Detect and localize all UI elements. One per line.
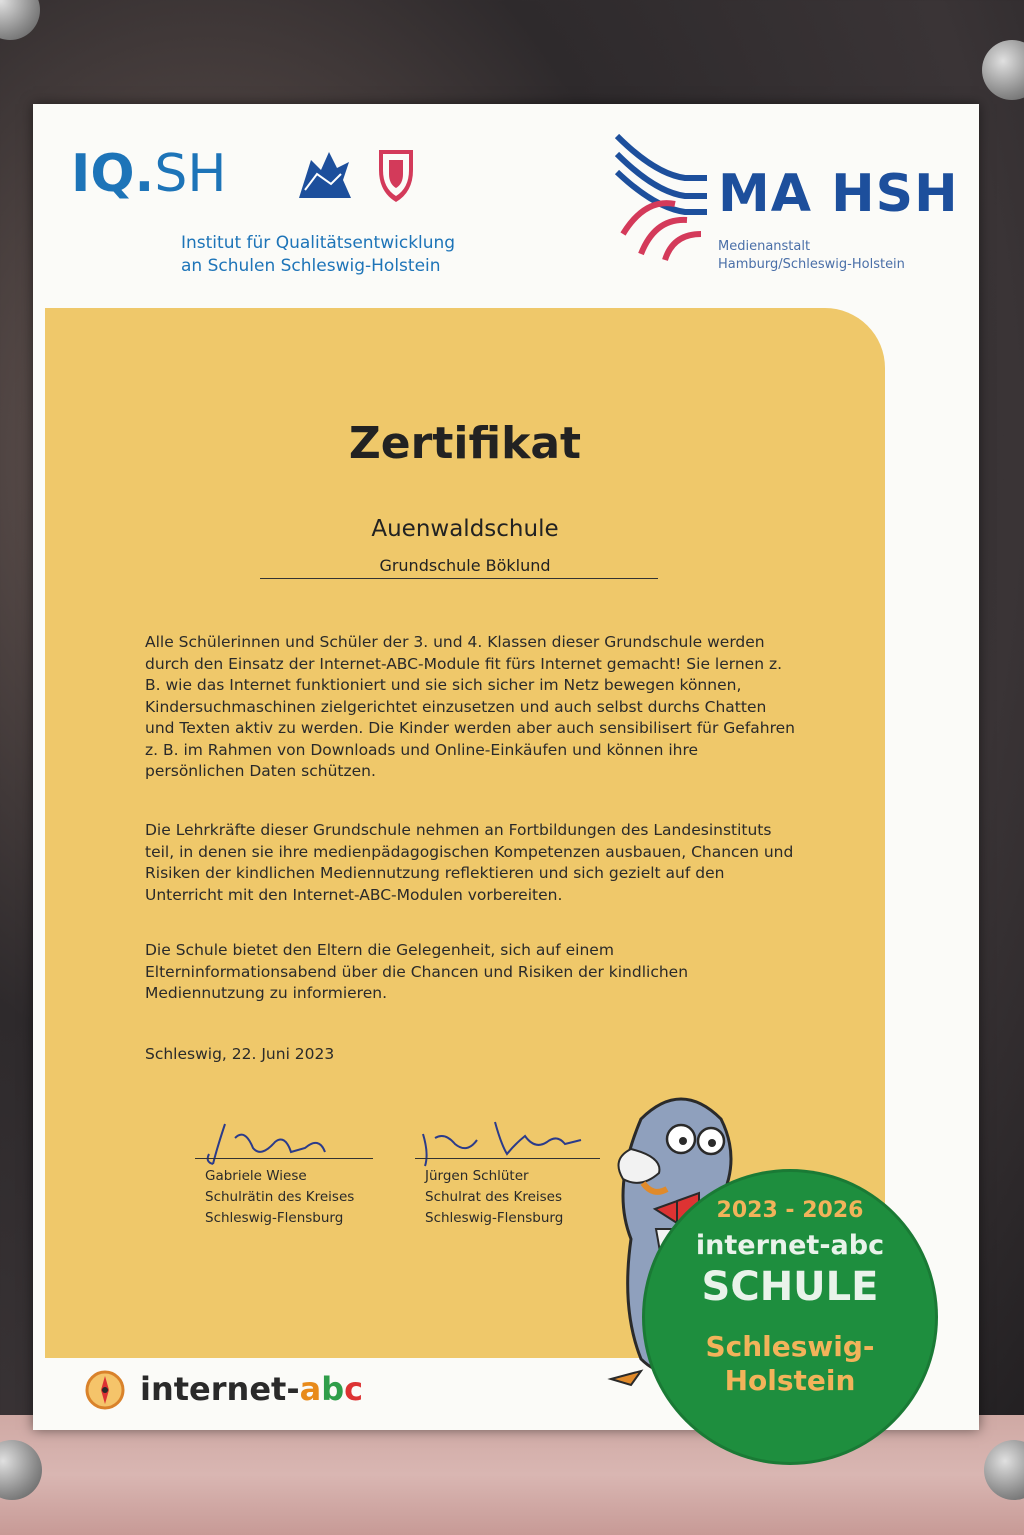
- certificate-paper: [33, 104, 979, 1430]
- badge-region-line1: Schleswig-: [705, 1330, 875, 1363]
- mahsh-subtitle: [718, 238, 905, 274]
- footer-logo-c: c: [344, 1370, 364, 1408]
- compass-icon: [85, 1370, 125, 1410]
- paragraph-parents: Die Schule bietet den Eltern die Gelegenheit, sich auf einem Elterninformationsabend über die Chancen und Risiken der kindlichen Mediennutzung zu informieren.: [145, 941, 689, 1002]
- iqsh-logo-sh: SH: [154, 144, 227, 204]
- signatory-wiese: [205, 1166, 354, 1229]
- paragraph-students: Alle Schülerinnen und Schüler der 3. und 4. Klassen dieser Grundschule werden durch den Einsatz der Internet-ABC-Module fit fürs Internet gemacht! Sie lernen z. B. wie das Internet funktioniert und sie sich sicher im Netz bewegen können, Kindersuchmaschinen zielgerichtet einzusetzen und auch selbst durchs Chatten und Texten aktiv zu werden. Die Kinder werden aber auch sensibilisert für Gefahren z. B. im Rahmen von Downloads und Online-Einkäufen und können ihre persönlichen Daten schützen.: [145, 633, 796, 780]
- footer-logo-a: a: [299, 1370, 322, 1408]
- iqsh-logo-bold: IQ.: [71, 144, 155, 204]
- signature-line-wiese: [195, 1158, 373, 1159]
- footer-logo-b: b: [321, 1370, 345, 1408]
- badge-region: [645, 1330, 935, 1398]
- certificate-title: Zertifikat: [348, 418, 582, 469]
- badge-region-line2: Holstein: [724, 1364, 856, 1397]
- mahsh-subtitle-line1: Medienanstalt: [718, 239, 811, 254]
- iqsh-subtitle-line2: an Schulen Schleswig-Holstein: [181, 256, 441, 276]
- frame-stud-top-left: [0, 0, 40, 40]
- signatory-wiese-region: Schleswig-Flensburg: [205, 1210, 344, 1226]
- mahsh-logo: MA HSH: [718, 164, 959, 224]
- badge-internet-abc: internet-abc: [695, 1230, 885, 1261]
- signatory-wiese-name: Gabriele Wiese: [205, 1168, 307, 1184]
- iqsh-subtitle: [181, 232, 455, 278]
- internet-abc-footer-text: [140, 1370, 363, 1408]
- badge-schule: SCHULE: [701, 1264, 879, 1310]
- schleswig-holstein-crest-icon: [291, 140, 421, 210]
- badge-years: 2023 - 2026: [716, 1198, 864, 1223]
- footer-logo-prefix: internet-: [140, 1370, 300, 1408]
- signatory-schlueter: [425, 1166, 563, 1229]
- school-subtitle: Grundschule Böklund: [379, 556, 551, 575]
- place-date: Schleswig, 22. Juni 2023: [145, 1045, 335, 1063]
- signature-wiese-icon: [195, 1118, 365, 1170]
- internet-abc-school-badge: [645, 1172, 935, 1462]
- signatory-schlueter-role: Schulrat des Kreises: [425, 1189, 562, 1205]
- signature-schlueter-icon: [415, 1114, 595, 1170]
- iqsh-subtitle-line1: Institut für Qualitätsentwicklung: [181, 233, 456, 253]
- school-underline: [260, 578, 658, 579]
- paragraph-teachers: Die Lehrkräfte dieser Grundschule nehmen an Fortbildungen des Landesinstituts teil, in denen sie ihre medienpädagogischen Kompetenzen ausbauen, Chancen und Risiken der kindlichen Mediennutzung reflektieren und sich gezielt auf den Unterricht mit den Internet-ABC-Modulen vorbereiten.: [145, 821, 794, 904]
- iqsh-logo: [71, 144, 226, 204]
- certificate-header: [33, 104, 979, 314]
- signatory-schlueter-name: Jürgen Schlüter: [425, 1168, 529, 1184]
- signatory-wiese-role: Schulrätin des Kreises: [205, 1189, 355, 1205]
- school-name: Auenwaldschule: [371, 516, 559, 542]
- signatory-schlueter-region: Schleswig-Flensburg: [425, 1210, 564, 1226]
- internet-abc-footer-logo: [85, 1366, 385, 1416]
- frame-stud-top-right: [982, 40, 1024, 100]
- mahsh-subtitle-line2: Hamburg/Schleswig-Holstein: [718, 257, 905, 272]
- mahsh-waves-icon: [615, 134, 715, 264]
